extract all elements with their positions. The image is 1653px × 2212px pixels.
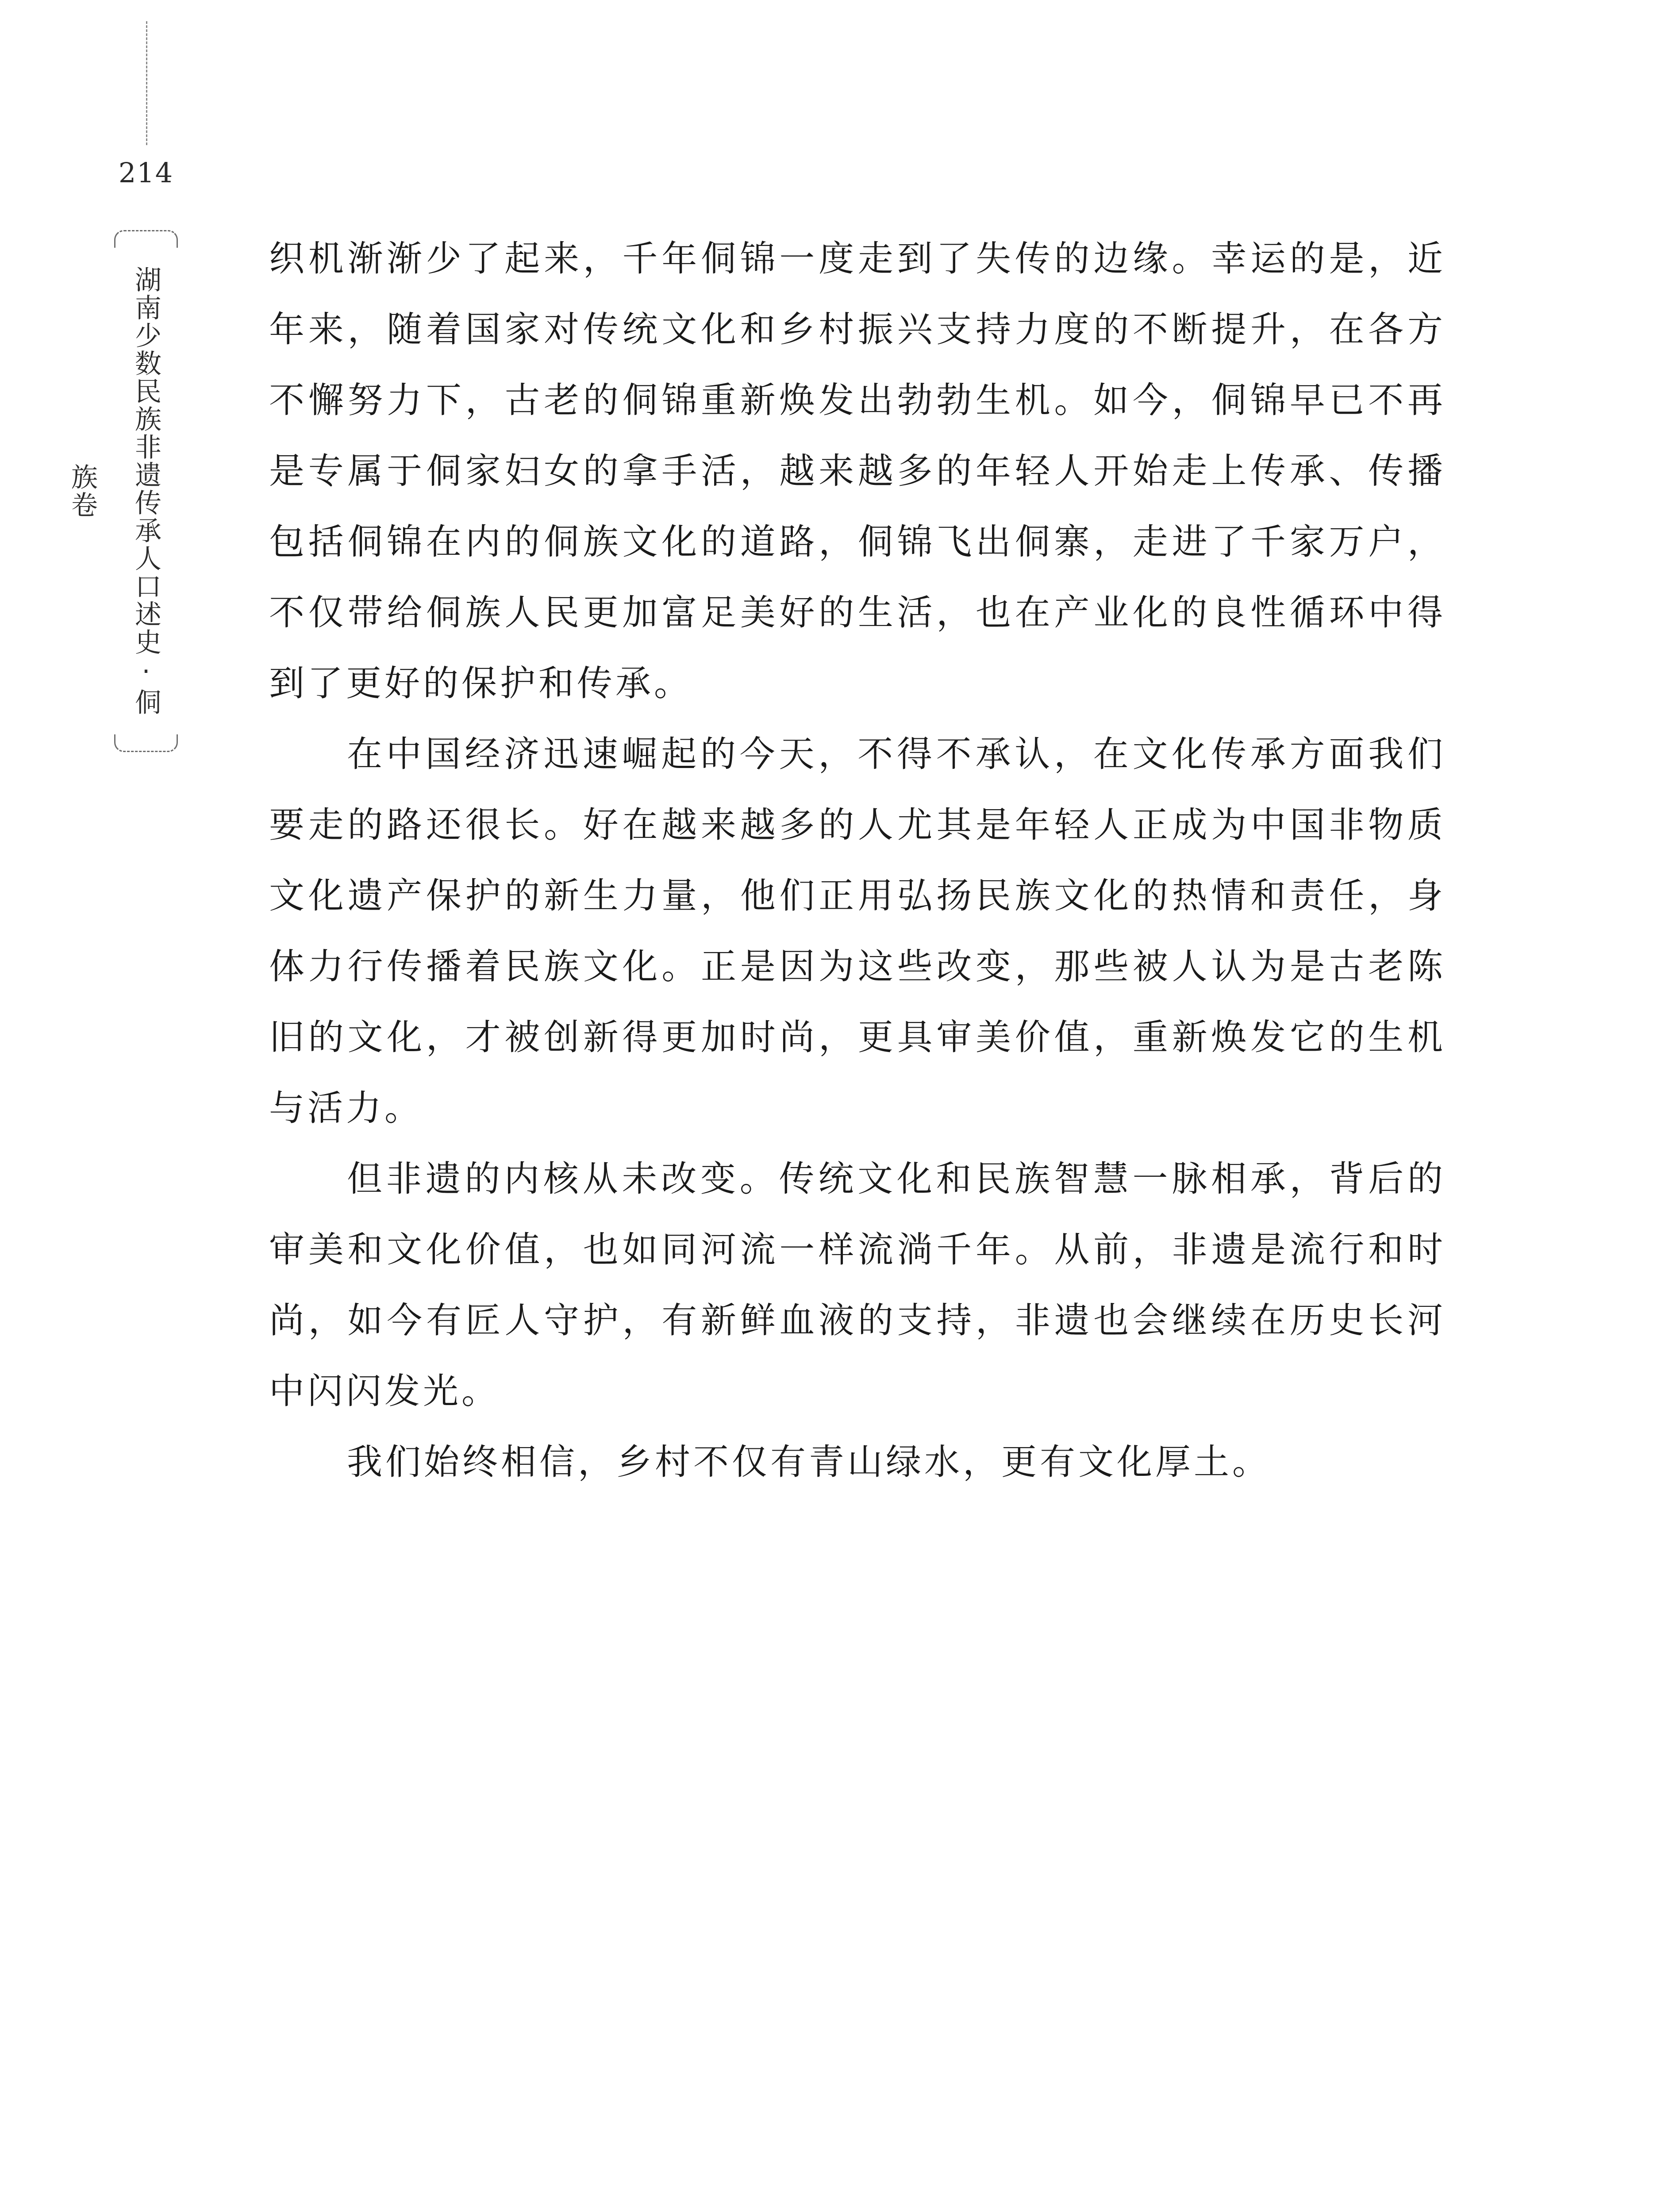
page-number: 214 <box>118 157 174 189</box>
paragraph-1: 织机渐渐少了起来，千年侗锦一度走到了失传的边缘。幸运的是，近年来，随着国家对传统文化和乡村振兴支持力度的不断提升，在各方不懈努力下，古老的侗锦重新焕发出勃勃生机。如今，侗锦早已不再是专属于侗家妇女的拿手活，越来越多的年轻人开始走上传承、传播包括侗锦在内的侗族文化的道路，侗锦飞出侗寨，走进了千家万户，不仅带给侗族人民更加富足美好的生活，也在产业化的良性循环中得到了更好的保护和传承。 <box>269 238 1446 704</box>
paragraph-3: 但非遗的内核从未改变。传统文化和民族智慧一脉相承，背后的审美和文化价值，也如同河流一样流淌千年。从前，非遗是流行和时尚，如今有匠人守护，有新鲜血液的支持，非遗也会继续在历史长河中闪闪发光。 <box>269 1158 1446 1412</box>
running-title: 湖南少数民族非遗传承人口述史·侗族卷 <box>67 266 161 716</box>
margin-dashed-rule <box>146 21 147 145</box>
paragraph-4: 我们始终相信，乡村不仅有青山绿水，更有文化厚土。 <box>347 1441 1271 1482</box>
body-text <box>269 223 1446 1498</box>
running-title-bracket-bottom <box>114 734 178 752</box>
running-title-frame <box>67 230 178 752</box>
paragraph-2: 在中国经济迅速崛起的今天，不得不承认，在文化传承方面我们要走的路还很长。好在越来越多的人尤其是年轻人正成为中国非物质文化遗产保护的新生力量，他们正用弘扬民族文化的热情和责任，身体力行传播着民族文化。正是因为这些改变，那些被人认为是古老陈旧的文化，才被创新得更加时尚，更具审美价值，重新焕发它的生机与活力。 <box>269 733 1446 1129</box>
running-title-bracket-top <box>114 230 178 248</box>
